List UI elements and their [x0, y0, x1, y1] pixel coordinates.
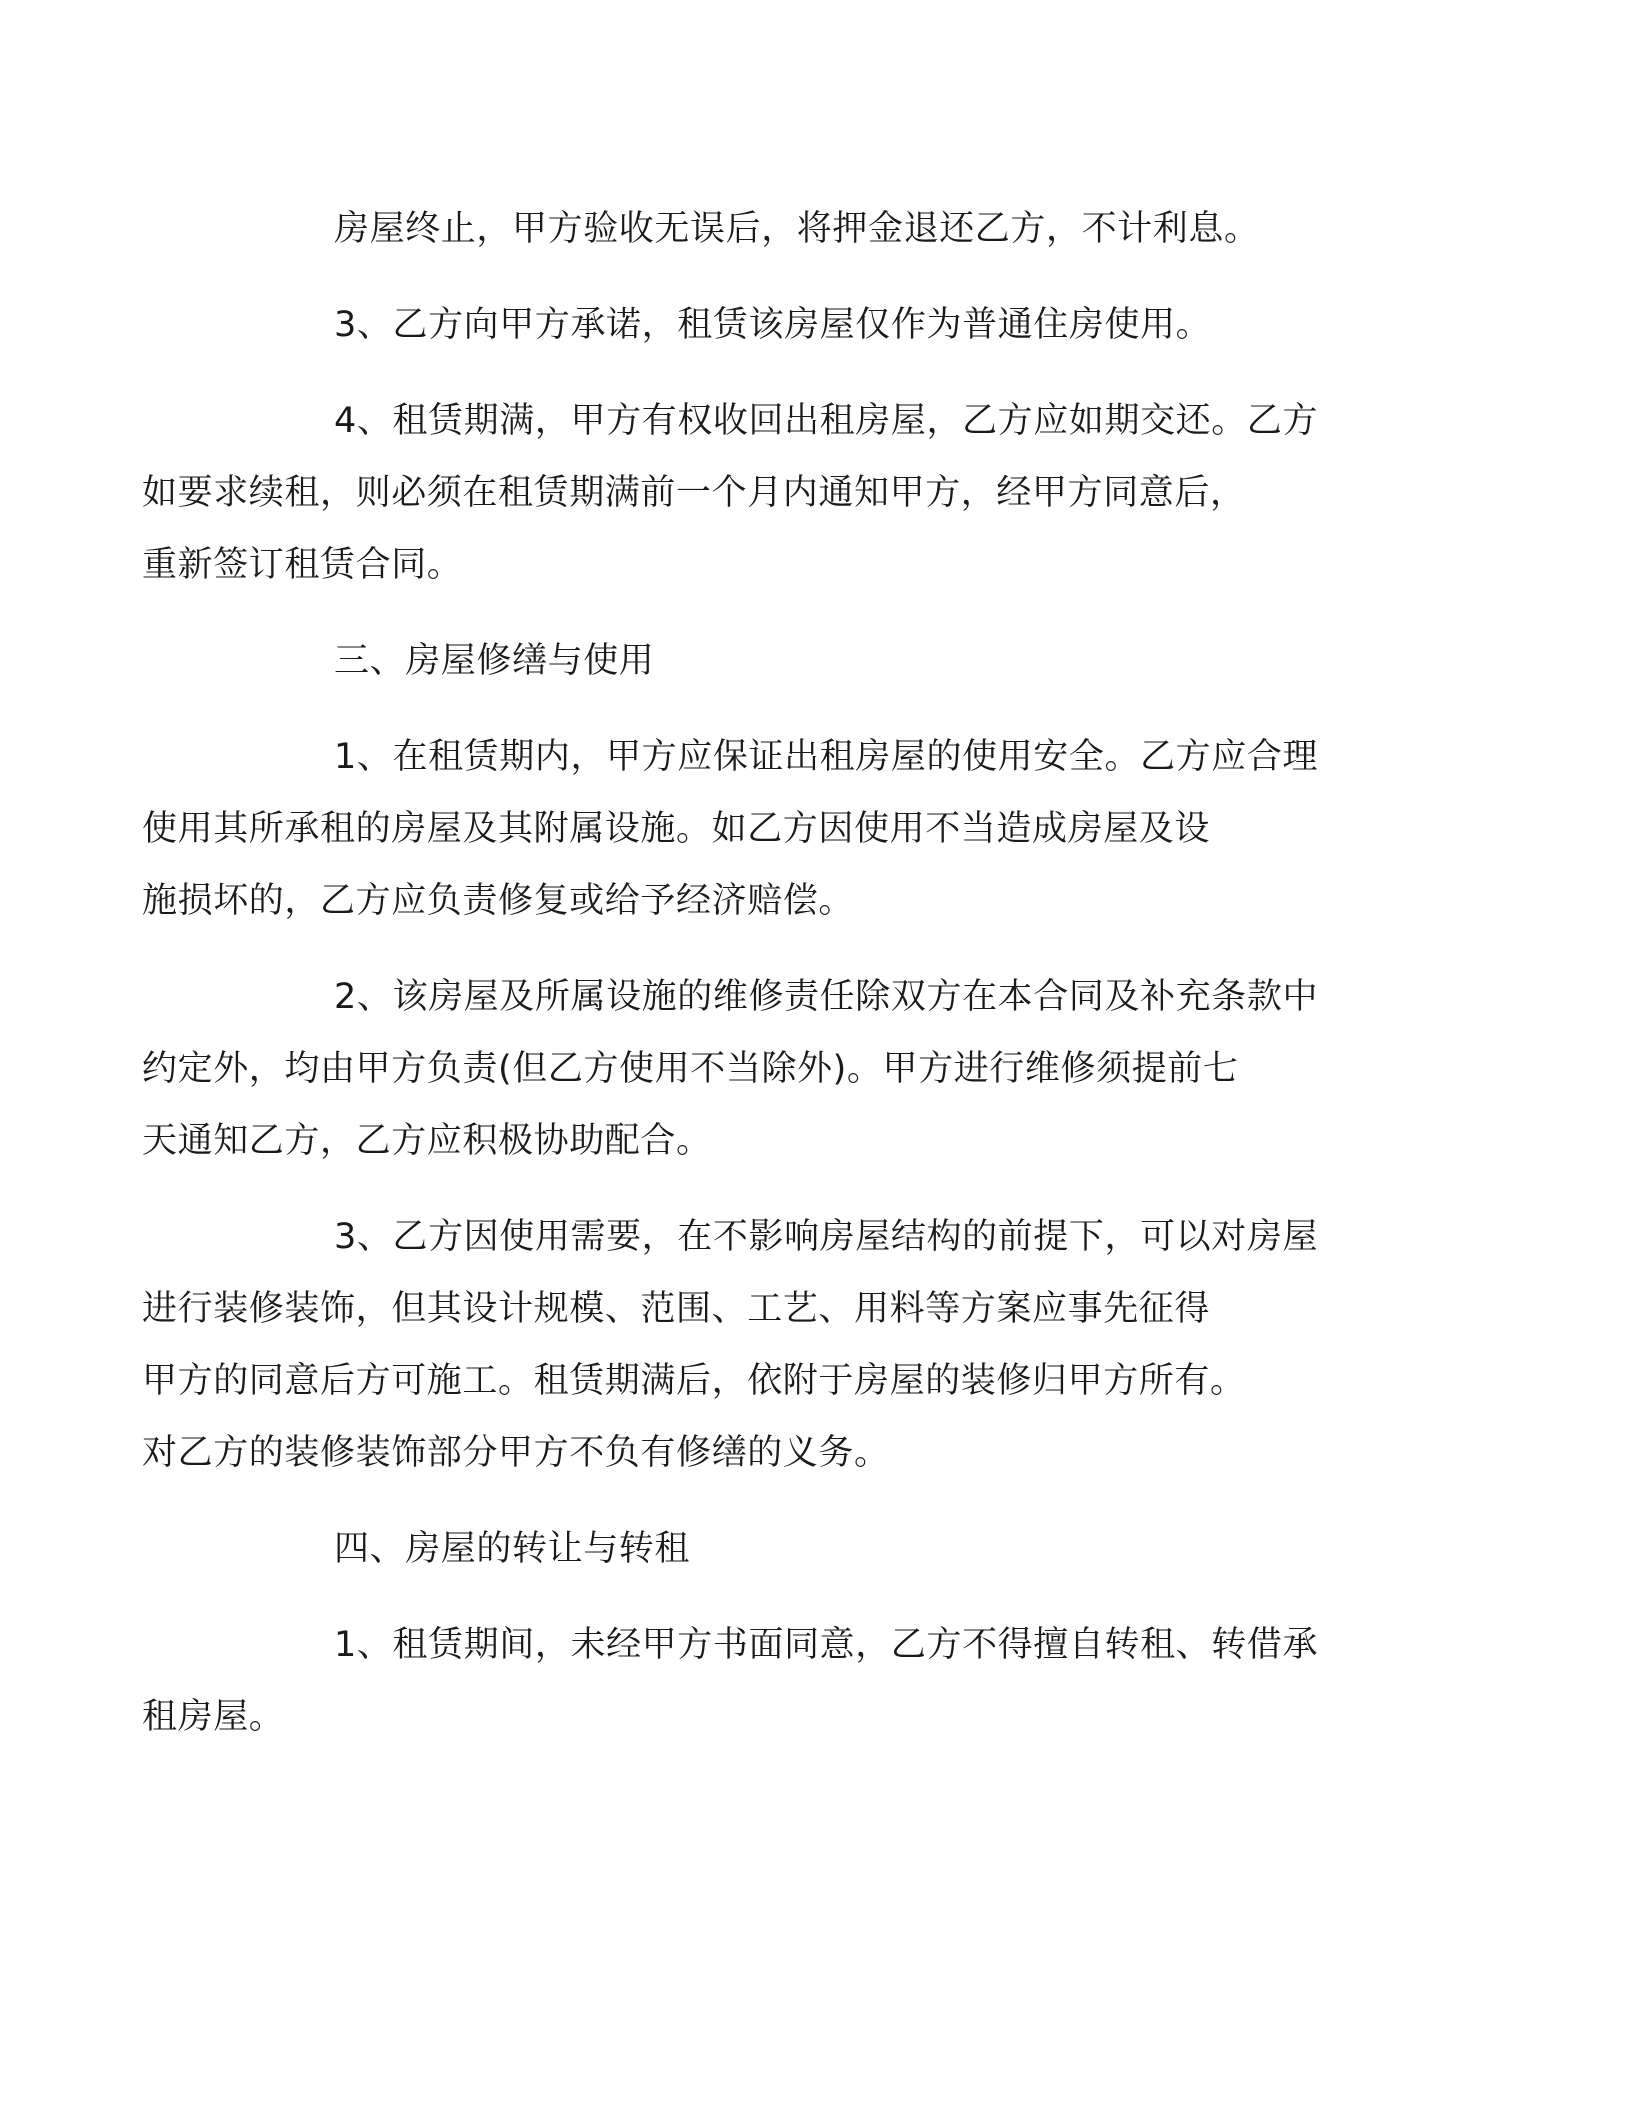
text-line: 进行装修装饰，但其设计规模、范围、工艺、用料等方案应事先征得: [142, 1289, 1211, 1329]
paragraph-clause-4-1: [142, 1609, 1378, 1753]
text-line: 四、房屋的转让与转租: [334, 1529, 691, 1569]
paragraph-clause-3-1: [142, 721, 1378, 937]
text-line: 如要求续租，则必须在租赁期满前一个月内通知甲方，经甲方同意后，: [142, 473, 1246, 513]
paragraph-clause-2-3: [238, 289, 1378, 361]
text-line: 甲方的同意后方可施工。租赁期满后，依附于房屋的装修归甲方所有。: [142, 1361, 1246, 1401]
text-line: 使用其所承租的房屋及其附属设施。如乙方因使用不当造成房屋及设: [142, 809, 1211, 849]
paragraph-clause-2-4: [142, 385, 1378, 601]
text-line: 3、乙方因使用需要，在不影响房屋结构的前提下，可以对房屋: [334, 1217, 1319, 1257]
paragraph-deposit-refund-continuation: [238, 193, 1378, 265]
text-line: 重新签订租赁合同。: [142, 545, 463, 585]
paragraph-clause-3-2: [142, 961, 1378, 1177]
text-line: 1、租赁期间，未经甲方书面同意，乙方不得擅自转租、转借承: [334, 1625, 1319, 1665]
text-line: 房屋终止，甲方验收无误后，将押金退还乙方，不计利息。: [334, 209, 1260, 249]
text-line: 天通知乙方，乙方应积极协助配合。: [142, 1121, 712, 1161]
text-line: 三、房屋修缮与使用: [334, 641, 655, 681]
text-line: 1、在租赁期内，甲方应保证出租房屋的使用安全。乙方应合理: [334, 737, 1319, 777]
text-line: 对乙方的装修装饰部分甲方不负有修缮的义务。: [142, 1433, 890, 1473]
text-line: 4、租赁期满，甲方有权收回出租房屋，乙方应如期交还。乙方: [334, 401, 1319, 441]
document-body: [142, 193, 1378, 1777]
text-line: 3、乙方向甲方承诺，租赁该房屋仅作为普通住房使用。: [334, 305, 1212, 345]
section-heading-transfer-and-sublease: [238, 1513, 1378, 1585]
paragraph-clause-3-3: [142, 1201, 1378, 1489]
text-line: 2、该房屋及所属设施的维修责任除双方在本合同及补充条款中: [334, 977, 1319, 1017]
text-line: 约定外，均由甲方负责(但乙方使用不当除外)。甲方进行维修须提前七: [142, 1049, 1239, 1089]
section-heading-repair-and-use: [238, 625, 1378, 697]
text-line: 租房屋。: [142, 1697, 285, 1737]
text-line: 施损坏的，乙方应负责修复或给予经济赔偿。: [142, 881, 855, 921]
